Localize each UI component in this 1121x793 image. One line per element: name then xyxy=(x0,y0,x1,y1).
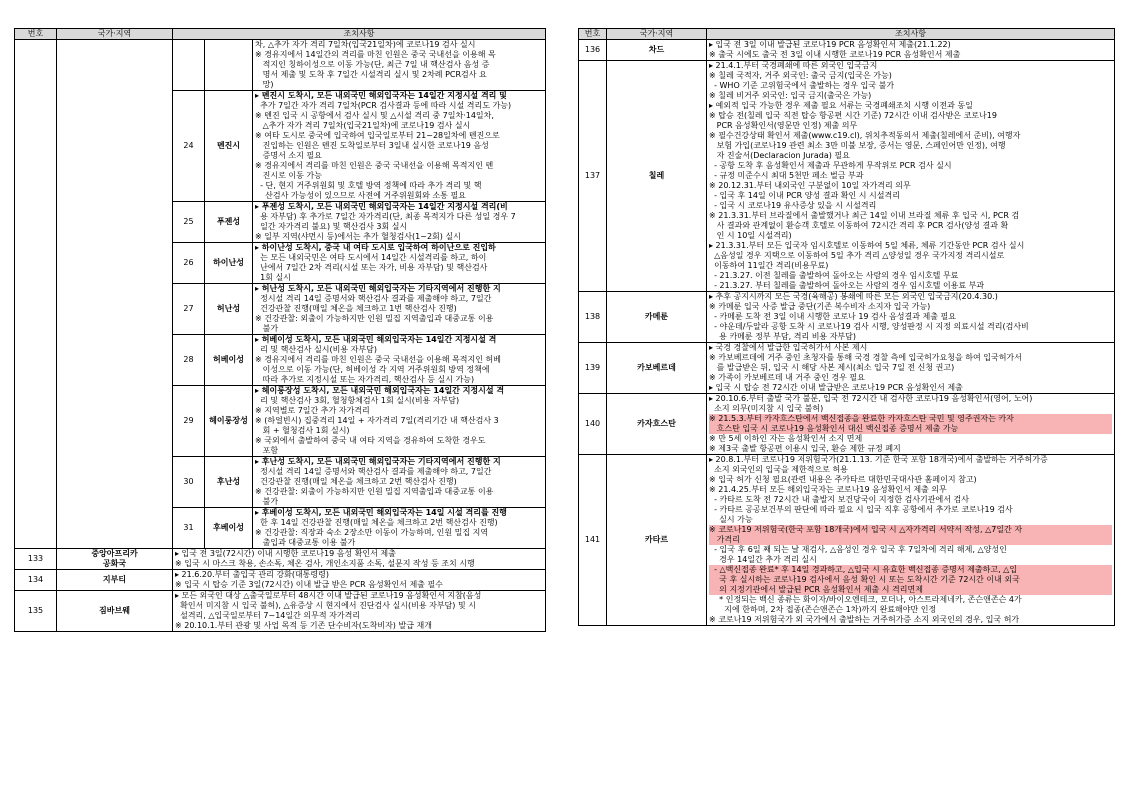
measure-cell xyxy=(707,292,1115,343)
row-number: 137 xyxy=(579,61,607,292)
measure-line: ▸ 푸젠성 도착시, 모든 내외국민 해외입국자는 14일간 지정시설 격리(비 xyxy=(255,202,508,211)
measure-line: ※ 경유지에서 14일간의 격리를 마친 인원은 중국 국내선을 이용해 목 xyxy=(255,50,496,59)
measure-line: ▸ 허베이성 도착시, 모든 내외국민 해외입국자는 14일간 지정시설 격 xyxy=(255,335,497,344)
measure-line: 리 및 핵산검사 실시(비용 자부담) xyxy=(255,345,377,354)
measure-line: - WHO 기준 고위험국에서 출발하는 경우 입국 불가 xyxy=(709,81,895,90)
table-row xyxy=(579,40,1115,61)
right-measures-table xyxy=(578,28,1115,626)
measure-line: 경우 14일간 추가 격리 실시 xyxy=(709,555,817,564)
measure-line: 명서 제출 및 도착 후 7일간 시설격리 실시 및 2차례 PCR검사 요 xyxy=(255,70,487,79)
measure-line: 한 후 14일 건강관찰 진행(매일 체온을 체크하고 2번 핵산검사 진행) xyxy=(255,518,498,527)
measure-line: - 입국 시 코로나19 유사증상 있을 시 시설격리 xyxy=(709,201,877,210)
measure-line: ▸ 헤이룽장성 도착시, 모든 내외국민 해외입국자는 14일간 지정시설 격 xyxy=(255,386,505,395)
measure-line: 소지 외국인의 입국을 제한적으로 허용 xyxy=(709,465,848,474)
region-number: 24 xyxy=(173,91,205,202)
measure-line: 따라 추가로 지정시설 또는 자가격리, 핵산검사 등 실시 가능) xyxy=(255,375,475,384)
measure-line: 자 진술서(Declaracion Jurada) 필요 xyxy=(709,151,850,160)
measure-line: - 카타르 도착 전 72시간 내 출발지 보건당국이 지정한 검사기관에서 검사 xyxy=(709,495,969,504)
measure-line: 회 + 혈청검사 1회 실시) xyxy=(255,426,350,435)
measure-line: ▸ 입국 전 3일 이내 발급된 코로나19 PCR 음성확인서 제출(21.1.22) xyxy=(709,40,951,49)
region-number: 25 xyxy=(173,202,205,243)
measure-line: ※ 칠레 비거주 외국인: 입국 금지(출국은 가능) xyxy=(709,91,872,100)
measure-line: 보험 가입(코로나19 관련 최소 3만 미불 보장, 증서는 영문, 스페인어만 인정), 여행 xyxy=(709,141,1006,150)
measure-line: 실시 가능 xyxy=(709,515,753,524)
country-name: 카자흐스탄 xyxy=(607,394,707,455)
measure-line: 설격리, △입국일로부터 7~14일간 의무적 자가격리 xyxy=(175,611,361,620)
header-measure: 조치사항 xyxy=(707,29,1115,40)
measure-line: ※ 필수건강상태 확인서 제출(www.c19.cl), 위치추적동의서 제출(칠레에서 준비), 여행자 xyxy=(709,131,1021,140)
measure-line: ▸ 예외적 입국 가능한 경우 제출 필요 서류는 국경폐쇄조치 시행 이전과 동일 xyxy=(709,101,973,110)
measure-line: ※ 톈진 입국 시 공항에서 검사 실시 및 △시설 격리 중 7일차·14일차, xyxy=(255,111,494,120)
measure-line: ※ 지역별로 7일간 추가 자가격리 xyxy=(255,406,370,415)
region-name xyxy=(205,40,253,91)
measure-line: 소지 의무(미지참 시 입국 불허) xyxy=(709,404,824,413)
measure-line: 포함 xyxy=(255,446,279,455)
table-row xyxy=(15,591,546,632)
measure-cell xyxy=(253,202,546,243)
measure-cell xyxy=(707,61,1115,292)
measure-line: 건강관찰 진행(매일 체온을 체크하고 2번 핵산검사 진행) xyxy=(255,477,457,486)
measure-line: * 인정되는 백신 종류는 화이자/바이오엔테크, 모더나, 아스트라제네카, 존슨앤존슨 4가 xyxy=(709,595,1022,604)
country-name: 카보베르데 xyxy=(607,343,707,394)
measure-line: 흐스탄 입국 시 코로나19 음성확인서 대신 백신접종 증명서 제출 가능 xyxy=(709,424,1112,434)
measure-line: ▸ 후베이성 도착시, 모든 내외국민 해외입국자는 14일 시설 격리를 진행 xyxy=(255,508,507,517)
measure-line: △추가 자가 격리 7일차(입국21일차)에 코로나19 검사 실시 xyxy=(255,121,471,130)
measure-line: ▸ 20.8.1.부터 코로나19 저위험국가(21.1.13. 기준 한국 포함 18개국)에서 출발하는 거주허가증 xyxy=(709,455,1048,464)
measure-cell xyxy=(253,457,546,508)
row-number xyxy=(15,40,57,549)
measure-line: - 규정 미준수시 최대 5천만 페소 벌금 부과 xyxy=(709,171,864,180)
measure-line: 일간 자가격리 불요) 및 핵산검사 3회 실시 xyxy=(255,222,408,231)
region-name: 후베이성 xyxy=(205,508,253,549)
measure-cell xyxy=(253,508,546,549)
measure-line: 증명서 소지 필요 xyxy=(255,151,322,160)
measure-line: 정시설 격리 14일 증명서와 핵산검사 결과를 제출해야 하고, 7일간 xyxy=(255,294,492,303)
row-number: 138 xyxy=(579,292,607,343)
measure-line: ※ 건강관찰: 외출이 가능하지만 인원 밀집 지역출입과 대중교통 이용 xyxy=(255,487,494,496)
measure-line: ※ 만 5세 이하인 자는 음성확인서 소지 면제 xyxy=(709,434,863,443)
table-row xyxy=(15,40,546,91)
header-no: 번호 xyxy=(15,29,57,40)
measure-line: 불가 xyxy=(255,324,279,333)
measure-line: ※ (하얼빈시) 집중격리 14일 + 자가격리 7일(격리기간 내 핵산검사 3 xyxy=(255,416,499,425)
measure-line: ※ 출국 시에도 출국 전 3일 이내 시행한 코로나19 PCR 음성확인서 제출 xyxy=(709,50,961,59)
measure-line: ▸ 후난성 도착시, 모든 내외국민 해외입국자는 기타지역에서 진행한 지 xyxy=(255,457,501,466)
row-number: 133 xyxy=(15,549,57,570)
measure-line: ※ 건강관찰: 직장과 숙소 2장소만 이동이 가능하며, 인원 밀집 지역 xyxy=(255,528,489,537)
header-country: 국가·지역 xyxy=(57,29,173,40)
measure-line: ▸ 국경 경찰에서 발급한 입국허가서 사본 제시 xyxy=(709,343,868,352)
measure-line: 1회 실시 xyxy=(255,273,291,282)
measure-cell xyxy=(253,284,546,335)
measure-line: ※ 코로나19 저위험국가 외 국가에서 출발하는 거주허가증 소지 외국인의 경우, 입국 허가 xyxy=(709,615,1020,624)
measure-line: ▸ 21.3.31.부터 모든 입국자 임시호텔로 이동하여 5일 체류, 체류 기간동안 PCR 검사 실시 xyxy=(709,241,1025,250)
measure-cell xyxy=(707,343,1115,394)
measure-line: 건강관찰 진행(매일 체온을 체크하고 1번 핵산검사 진행) xyxy=(255,304,457,313)
measure-line: 차, △추가 자가 격리 7일차(입국21일차)에 코로나19 검사 실시 xyxy=(255,40,476,49)
region-number: 28 xyxy=(173,335,205,386)
measure-line: - 21.3.27. 부터 칠레를 출발하여 돌아오는 사람의 경우 임시호텔 이용료 부과 xyxy=(709,281,985,290)
header-country: 국가·지역 xyxy=(607,29,707,40)
country-name: 카타르 xyxy=(607,455,707,626)
measure-line: 리 및 핵산검사 3회, 혈청항체검사 1회 실시(비용 자부담) xyxy=(255,396,460,405)
measure-line: 이동하여 11일간 격리(비용무료) xyxy=(709,261,829,270)
measure-line: ※ 경유지에서 격리를 마친 인원은 중국 국내선을 이용해 목적지인 톈 xyxy=(255,161,494,170)
table-row xyxy=(579,343,1115,394)
measure-line: 망) xyxy=(255,80,274,89)
measure-line: ※ 입국 허가 신청 필요(관련 내용은 주카타르 대한민국대사관 홈페이지 참고) xyxy=(709,475,977,484)
measure-line: ※ 제3국 출발 항공편 이용시 입국, 환승 제한 규정 폐지 xyxy=(709,444,901,453)
table-row xyxy=(579,455,1115,626)
measure-line: - 카타르 공공보건부의 판단에 따라 필요 시 입국 직후 공항에서 추가로 코로나19 검사 xyxy=(709,505,1013,514)
measure-line: 인 시 10일 시설격리) xyxy=(709,231,792,240)
measure-line: 사 결과와 관계없이 환승객 호텔로 이동하여 72시간 격리 후 PCR 검사(양성 결과 확 xyxy=(709,221,1009,230)
measure-line: ※ 21.4.25.부터 모든 해외입국자는 코로나19 음성확인서 제출 의무 xyxy=(709,485,947,494)
measure-line: ▸ 하이난성 도착시, 중국 내 여타 도시로 입국하여 하이난으로 진입하 xyxy=(255,243,496,252)
country-name: 카메룬 xyxy=(607,292,707,343)
measure-line: 확인서 미지참 시 입국 불허), △유증상 시 현지에서 진단검사 실시(비용 자부담) 및 시 xyxy=(175,601,476,610)
header-no: 번호 xyxy=(579,29,607,40)
measure-line: ※ 20.10.1.부터 관광 및 사업 목적 등 기존 단수비자(도착비자) 발급 재개 xyxy=(175,621,432,630)
measure-line: 적지인 칭하이성으로 이동 가능(단, 최근 7일 내 핵산검사 음성 증 xyxy=(255,60,490,69)
table-header-row xyxy=(579,29,1115,40)
measure-line: ▸ 입국 시 탑승 전 72시간 이내 발급받은 코로나19 PCR 음성확인서 제출 xyxy=(709,383,963,392)
measure-line: 정시설 격리 14일 증명서와 핵산검사 결과를 제출해야 하고, 7일간 xyxy=(255,467,492,476)
row-number: 141 xyxy=(579,455,607,626)
measure-cell xyxy=(707,394,1115,455)
measure-cell xyxy=(173,570,546,591)
region-number: 30 xyxy=(173,457,205,508)
measure-line: ▸ 톈진시 도착시, 모든 내외국민 해외입국자는 14일간 지정시설 격리 및 xyxy=(255,91,507,100)
row-number: 139 xyxy=(579,343,607,394)
country-name xyxy=(57,40,173,549)
measure-cell xyxy=(253,386,546,457)
measure-line: - 공항 도착 후 음성확인서 제출과 무관하게 무작위로 PCR 검사 실시 xyxy=(709,161,952,170)
measure-line: 진입하는 인원은 톈진 도착일로부터 3일내 실시한 코로나19 음성 xyxy=(255,141,489,150)
measure-line: ※ 입국 시 탑승 기준 3일(72시간) 이내 발급 받은 PCR 음성확인서 제출 필수 xyxy=(175,580,443,589)
measure-line: ▸ 20.10.6.부터 출발 국가 불문, 입국 전 72시간 내 검사한 코로나19 음성확인서(영어, 노어) xyxy=(709,394,1033,403)
measure-line: △음성일 경우 지택으로 이동하여 5일 추가 격리 △양성일 경우 국가지정 격리시설로 xyxy=(709,251,1005,260)
region-number: 26 xyxy=(173,243,205,284)
region-name: 톈진시 xyxy=(205,91,253,202)
measure-line: - 입국 후 14일 이내 PCR 양성 결과 확인 시 시설격리 xyxy=(709,191,900,200)
region-number: 27 xyxy=(173,284,205,335)
region-name: 푸젠성 xyxy=(205,202,253,243)
measure-line: ※ 입국 시 마스크 착용, 손소독, 체온 검사, 개인소지품 소독, 설문지 작성 등 조치 시행 xyxy=(175,559,475,568)
measure-line: ※ 코로나19 저위험국(한국 포함 18개국)에서 입국 시 △자가격리 서약서 작성, △7일간 자 xyxy=(709,525,1112,535)
measure-line: ▸ 21.6.20.부터 출입국 관리 강화(대통령령) xyxy=(175,570,329,579)
measure-line: ※ 여타 도시로 중국에 입국하여 입국일로부터 21~28일차에 톈진으로 xyxy=(255,131,500,140)
measure-cell xyxy=(173,591,546,632)
measure-line: ※ 가족이 카보베르데 내 거주 중인 경우 필요 xyxy=(709,373,865,382)
region-name: 허난성 xyxy=(205,284,253,335)
country-name: 차드 xyxy=(607,40,707,61)
measure-cell xyxy=(253,40,546,91)
table-row xyxy=(15,549,546,570)
measure-line: - 야운데/두알라 공항 도착 시 코로나19 검사 시행, 양성판정 시 지정 의료시설 격리(검사비 xyxy=(709,322,1029,331)
table-row xyxy=(579,292,1115,343)
measure-line: 불가 xyxy=(255,497,279,506)
measure-line: 용 카메룬 정부 부담, 격리 비용 자부담) xyxy=(709,332,857,341)
measure-line: ※ 20.12.31.부터 내외국인 구분없이 10일 자가격리 의무 xyxy=(709,181,911,190)
row-number: 134 xyxy=(15,570,57,591)
table-row xyxy=(579,394,1115,455)
measure-line: 산검사 가능성이 있으므로 사전에 거주위원회와 소통 필요 xyxy=(255,191,466,200)
measure-line: ※ 21.5.3.부터 카자흐스탄에서 백신접종을 완료한 카자흐스탄 국민 및 영주권자는 카자 xyxy=(709,414,1112,424)
measure-line: ※ 건강관찰: 외출이 가능하지만 인원 밀집 지역출입과 대중교통 이용 xyxy=(255,314,494,323)
measure-line: - 21.3.27. 이전 칠레를 출발하여 돌아오는 사람의 경우 임시호텔 무료 xyxy=(709,271,959,280)
measure-line: 가격리 xyxy=(709,535,1112,545)
measure-line: - 카메룬 도착 전 3일 이내 시행한 코로나 19 검사 음성결과 제출 필요 xyxy=(709,312,956,321)
measure-line: 의 지정기관에서 발급된 PCR 음성확인서 제출 시 격리면제 xyxy=(709,585,1112,595)
measure-line: ▸ 모든 외국인 대상 △출국일로부터 48시간 이내 발급된 코로나19 음성확인서 지참(음성 xyxy=(175,591,482,600)
row-number: 136 xyxy=(579,40,607,61)
measure-line: 난에서 7일간 2차 격리(시설 또는 자가, 비용 자부담) 및 핵산검사 xyxy=(255,263,488,272)
region-number: 29 xyxy=(173,386,205,457)
measure-line: ※ 경유지에서 격리를 마친 인원은 중국 국내선을 이용해 목적지인 허베 xyxy=(255,355,501,364)
header-measure: 조치사항 xyxy=(173,29,546,40)
measure-line: ※ 일부 지역(샤먼시 등)에서는 추가 혈청검사(1~2회) 실시 xyxy=(255,232,461,241)
region-name: 헤이룽장성 xyxy=(205,386,253,457)
measure-line: 진시로 이동 가능 xyxy=(255,171,322,180)
country-name: 중앙아프리카 공화국 xyxy=(57,549,173,570)
measure-line: ※ 카보베르데에 거주 중인 초청자를 통해 국경 경찰 측에 입국허가요청을 하여 입국허가서 xyxy=(709,353,1022,362)
country-name: 지부티 xyxy=(57,570,173,591)
measure-cell xyxy=(707,455,1115,626)
measure-line: ▸ 추후 공지시까지 모든 국경(육해공) 봉쇄에 따른 모든 외국인 입국금지(20.4.30.) xyxy=(709,292,998,301)
measure-line: ▸ 입국 전 3일(72시간) 이내 시행한 코로나19 음성 확인서 제출 xyxy=(175,549,396,558)
table-header-row xyxy=(15,29,546,40)
region-name: 하이난성 xyxy=(205,243,253,284)
table-row xyxy=(15,570,546,591)
region-name: 허베이성 xyxy=(205,335,253,386)
region-number: 31 xyxy=(173,508,205,549)
region-name: 후난성 xyxy=(205,457,253,508)
measure-line: ▸ 허난성 도착시, 모든 내외국민 해외입국자는 기타지역에서 진행한 지 xyxy=(255,284,501,293)
measure-line: ※ 국외에서 출발하여 중국 내 여타 지역을 경유하여 도착한 경우도 xyxy=(255,436,486,445)
measure-line: - △백신접종 완료* 후 14일 경과하고, △입국 시 유효한 백신접종 증명서 제출하고, △입 xyxy=(709,565,1112,575)
country-name: 칠레 xyxy=(607,61,707,292)
measure-line: - 입국 후 6일 째 되는 날 재검사, △음성인 경우 입국 후 7일차에 격리 해제, △양성인 xyxy=(709,545,1007,554)
measure-line: ※ 카메룬 입국 사증 발급 중단(기존 복수비자 소지자 입국 가능) xyxy=(709,302,931,311)
measure-cell xyxy=(173,549,546,570)
measure-line: ※ 21.3.31.부터 브라질에서 출발했거나 최근 14일 이내 브라질 체류 후 입국 시, PCR 검 xyxy=(709,211,1020,220)
measure-cell xyxy=(707,40,1115,61)
measure-cell xyxy=(253,243,546,284)
measure-line: 는 모든 내외국민은 여타 도시에서 14일간 시설격리를 하고, 하이 xyxy=(255,253,487,262)
region-number xyxy=(173,40,205,91)
measure-line: PCR 음성확인서(영문만 인정) 제출 의무 xyxy=(709,121,858,130)
measure-line: 국 후 실시하는 코로나19 검사에서 음성 확인 시 또는 도착시간 기준 72시간 이내 외국 xyxy=(709,575,1112,585)
row-number: 135 xyxy=(15,591,57,632)
measure-cell xyxy=(253,91,546,202)
measure-line: ※ 탑승 전(칠레 입국 직전 탑승 항공편 시간 기준) 72시간 이내 검사받은 코로나19 xyxy=(709,111,997,120)
table-row xyxy=(579,61,1115,292)
measure-line: ※ 칠레 국적자, 거주 외국인: 출국 금지(입국은 가능) xyxy=(709,71,892,80)
measure-line: 추가 7일간 자가 격리 7일차(PCR 검사결과 등에 따라 시설 격리도 가능) xyxy=(255,101,512,110)
measure-line: 이성으로 이동 가능(단, 허베이성 각 지역 거주위원회 방역 정책에 xyxy=(255,365,490,374)
measure-line: 출입과 대중교통 이용 불가 xyxy=(255,538,356,547)
measure-line: - 단, 현지 거주위원회 및 호텔 방역 정책에 따라 추가 격리 및 핵 xyxy=(255,181,482,190)
left-measures-table xyxy=(14,28,546,632)
measure-line: ▸ 21.4.1.부터 국경폐쇄에 따른 외국인 입국금지 xyxy=(709,61,878,70)
row-number: 140 xyxy=(579,394,607,455)
measure-line: 를 발급받은 뒤, 입국 시 해당 사본 제시(최소 입국 7일 전 신청 권고) xyxy=(709,363,955,372)
country-name: 짐바브웨 xyxy=(57,591,173,632)
measure-line: 용 자부담) 후 추가로 7일간 자가격리(단, 최종 목적지가 다른 성일 경우 7 xyxy=(255,212,516,221)
measure-cell xyxy=(253,335,546,386)
measure-line: 지에 한하며, 2차 접종(존슨앤존슨 1차)까지 완료해야만 인정 xyxy=(709,605,937,614)
